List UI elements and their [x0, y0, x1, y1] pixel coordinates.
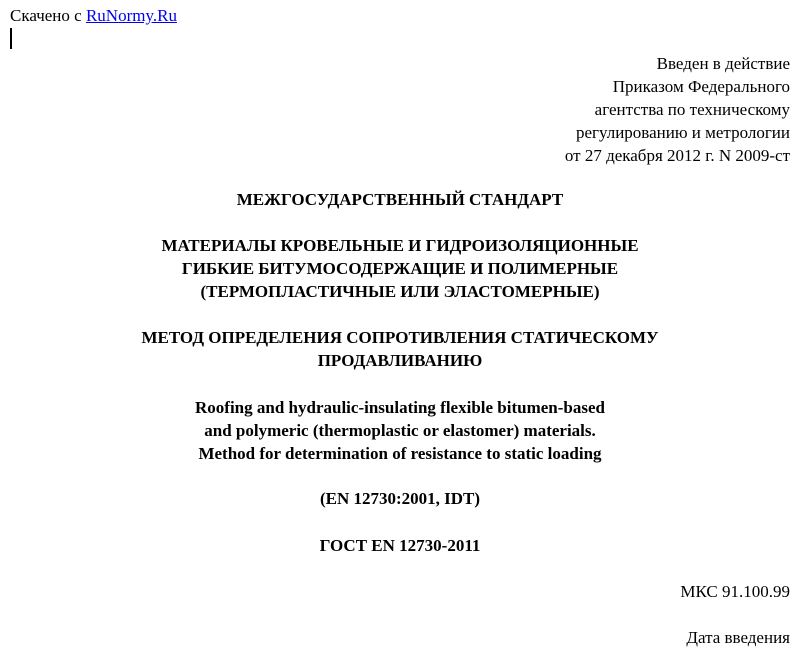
enactment-line: от 27 декабря 2012 г. N 2009-ст: [564, 146, 790, 165]
materials-title: [0, 234, 796, 303]
en-reference: [0, 487, 796, 510]
mks-code: МКС 91.100.99: [680, 582, 790, 601]
method-title-line: ПРОДАВЛИВАНИЮ: [317, 351, 483, 370]
method-title-line: МЕТОД ОПРЕДЕЛЕНИЯ СОПРОТИВЛЕНИЯ СТАТИЧЕСКОМУ: [141, 328, 659, 347]
gost-number-text: ГОСТ EN 12730-2011: [319, 536, 481, 555]
english-title-line: Method for determination of resistance to static loading: [198, 444, 602, 463]
enactment-line: регулированию и метрологии: [575, 123, 790, 142]
english-title-line: Roofing and hydraulic-insulating flexible bitumen-based: [195, 398, 605, 417]
source-line: [10, 6, 177, 26]
enactment-line: Введен в действие: [656, 54, 790, 73]
en-reference-text: (EN 12730:2001, IDT): [319, 489, 481, 508]
method-title: [0, 326, 796, 372]
materials-title-line: ГИБКИЕ БИТУМОСОДЕРЖАЩИЕ И ПОЛИМЕРНЫЕ: [181, 259, 619, 278]
enactment-line: Приказом Федерального: [612, 77, 790, 96]
runormy-link[interactable]: RuNormy.Ru: [85, 6, 177, 25]
intro-date-label: Дата введения: [686, 628, 790, 647]
source-prefix: Скачено с: [10, 6, 86, 25]
gost-number: [0, 534, 796, 557]
enactment-block: [565, 52, 790, 167]
enactment-line: агентства по техническому: [594, 100, 790, 119]
materials-title-line: (ТЕРМОПЛАСТИЧНЫЕ ИЛИ ЭЛАСТОМЕРНЫЕ): [200, 282, 600, 301]
materials-title-line: МАТЕРИАЛЫ КРОВЕЛЬНЫЕ И ГИДРОИЗОЛЯЦИОННЫЕ: [161, 236, 639, 255]
text-cursor: [10, 28, 12, 49]
standard-type-text: МЕЖГОСУДАРСТВЕННЫЙ СТАНДАРТ: [236, 190, 564, 209]
english-title-line: and polymeric (thermoplastic or elastomer) materials.: [204, 421, 596, 440]
english-title: [0, 396, 796, 465]
standard-type-heading: [0, 188, 796, 211]
